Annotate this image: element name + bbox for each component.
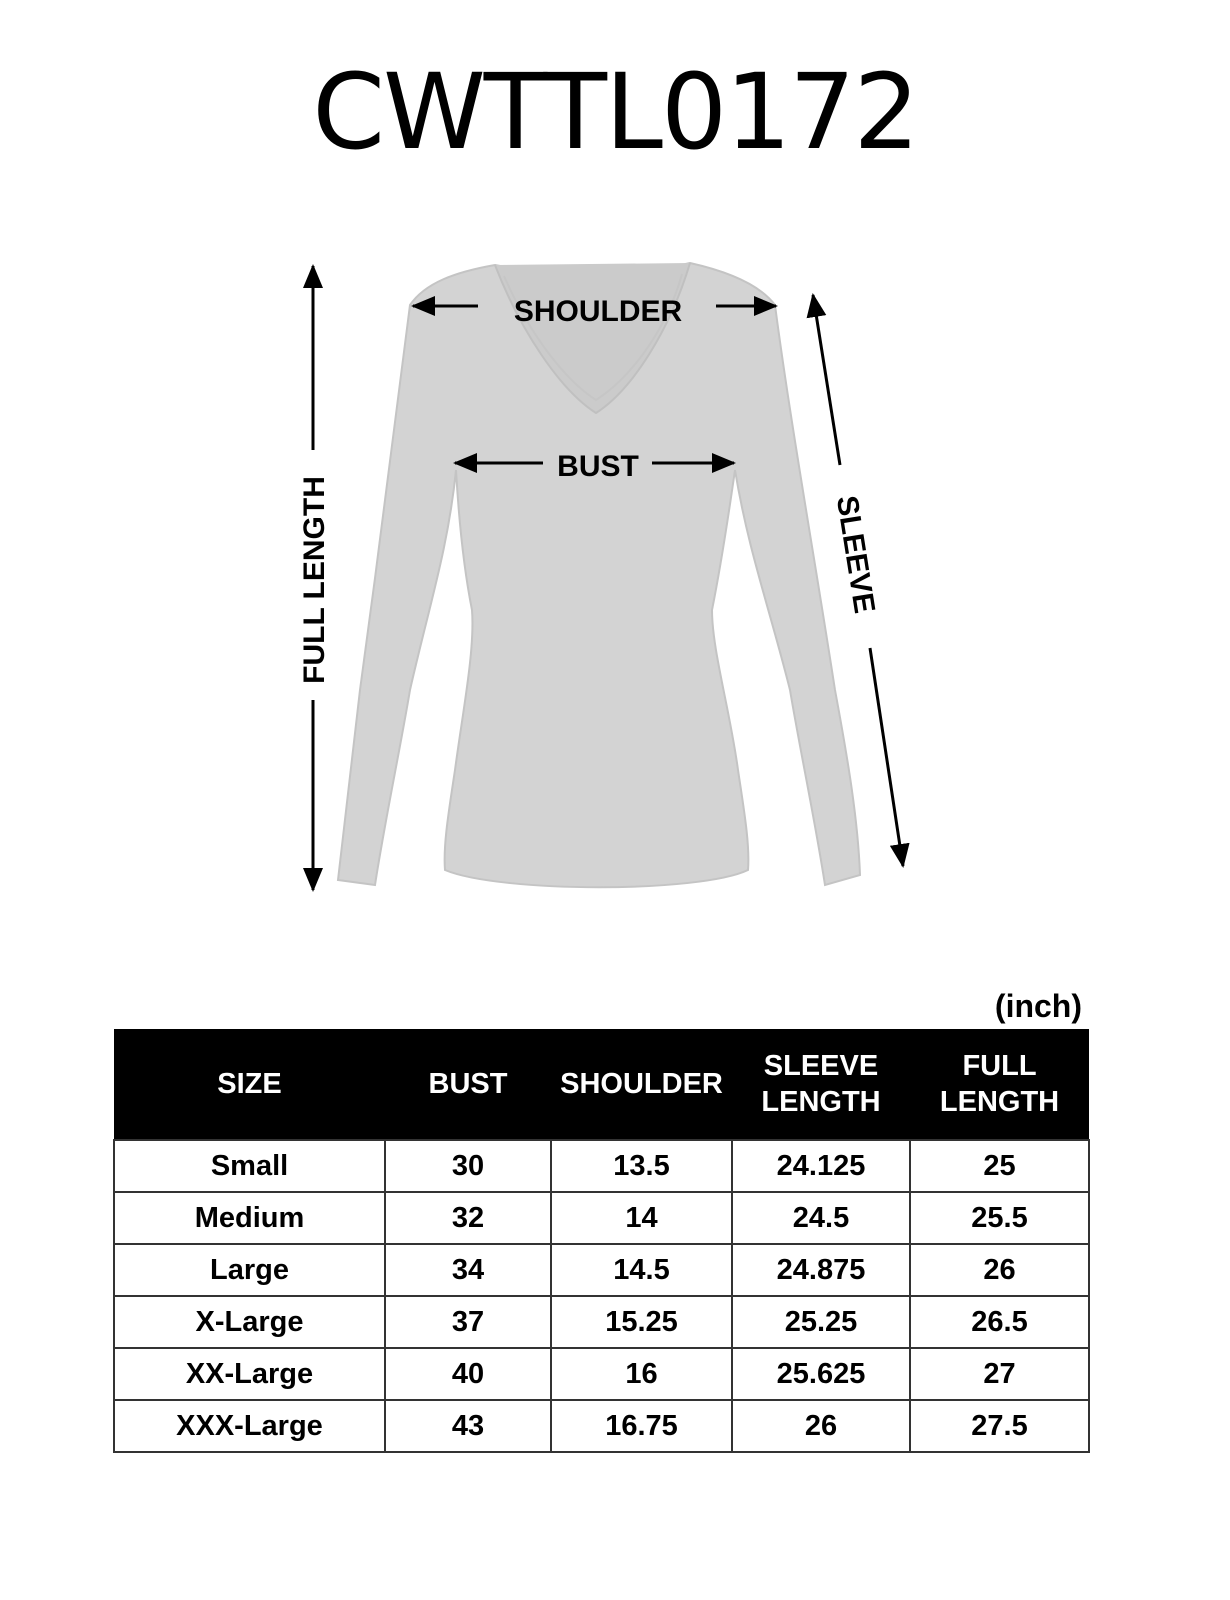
bust-cell: 30 <box>385 1140 551 1192</box>
bust-cell: 32 <box>385 1192 551 1244</box>
table-row <box>114 1244 1089 1296</box>
bust-label: BUST <box>557 450 639 483</box>
shoulder-cell: 16 <box>551 1348 732 1400</box>
header-full-length: FULL LENGTH <box>910 1029 1089 1140</box>
sleeve-length-cell: 26 <box>732 1400 910 1452</box>
full-length-cell: 26 <box>910 1244 1089 1296</box>
bust-cell: 40 <box>385 1348 551 1400</box>
sleeve-length-cell: 24.5 <box>732 1192 910 1244</box>
header-sleeve-length: SLEEVE LENGTH <box>732 1029 910 1140</box>
bust-cell: 34 <box>385 1244 551 1296</box>
full-length-cell: 25.5 <box>910 1192 1089 1244</box>
size-cell: XXX-Large <box>114 1400 385 1452</box>
unit-label: (inch) <box>994 988 1082 1024</box>
size-cell: Small <box>114 1140 385 1192</box>
shoulder-cell: 13.5 <box>551 1140 732 1192</box>
shoulder-cell: 14 <box>551 1192 732 1244</box>
shoulder-cell: 16.75 <box>551 1400 732 1452</box>
sleeve-length-cell: 24.875 <box>732 1244 910 1296</box>
table-row <box>114 1296 1089 1348</box>
table-row <box>114 1192 1089 1244</box>
sleeve-length-cell: 25.25 <box>732 1296 910 1348</box>
size-chart-table <box>113 1029 1090 1453</box>
sleeve-arrow <box>813 295 840 465</box>
sleeve-label: SLEEVE <box>829 493 881 616</box>
table-header-row <box>114 1029 1089 1140</box>
full-length-cell: 27 <box>910 1348 1089 1400</box>
bust-cell: 37 <box>385 1296 551 1348</box>
full-length-label: FULL LENGTH <box>298 476 331 684</box>
sleeve-length-cell: 25.625 <box>732 1348 910 1400</box>
shoulder-label: SHOULDER <box>513 295 683 328</box>
header-shoulder: SHOULDER <box>551 1029 732 1140</box>
shoulder-cell: 15.25 <box>551 1296 732 1348</box>
full-length-cell: 27.5 <box>910 1400 1089 1452</box>
size-cell: XX-Large <box>114 1348 385 1400</box>
sleeve-length-cell: 24.125 <box>732 1140 910 1192</box>
full-length-cell: 25 <box>910 1140 1089 1192</box>
header-bust: BUST <box>385 1029 551 1140</box>
table-row <box>114 1348 1089 1400</box>
size-cell: X-Large <box>114 1296 385 1348</box>
full-length-cell: 26.5 <box>910 1296 1089 1348</box>
table-row <box>114 1140 1089 1192</box>
header-size: SIZE <box>114 1029 385 1140</box>
size-cell: Large <box>114 1244 385 1296</box>
table-row <box>114 1400 1089 1452</box>
measurement-diagram <box>0 230 1230 930</box>
bust-cell: 43 <box>385 1400 551 1452</box>
size-cell: Medium <box>114 1192 385 1244</box>
product-code-title: CWTTL0172 <box>312 51 918 173</box>
shoulder-cell: 14.5 <box>551 1244 732 1296</box>
